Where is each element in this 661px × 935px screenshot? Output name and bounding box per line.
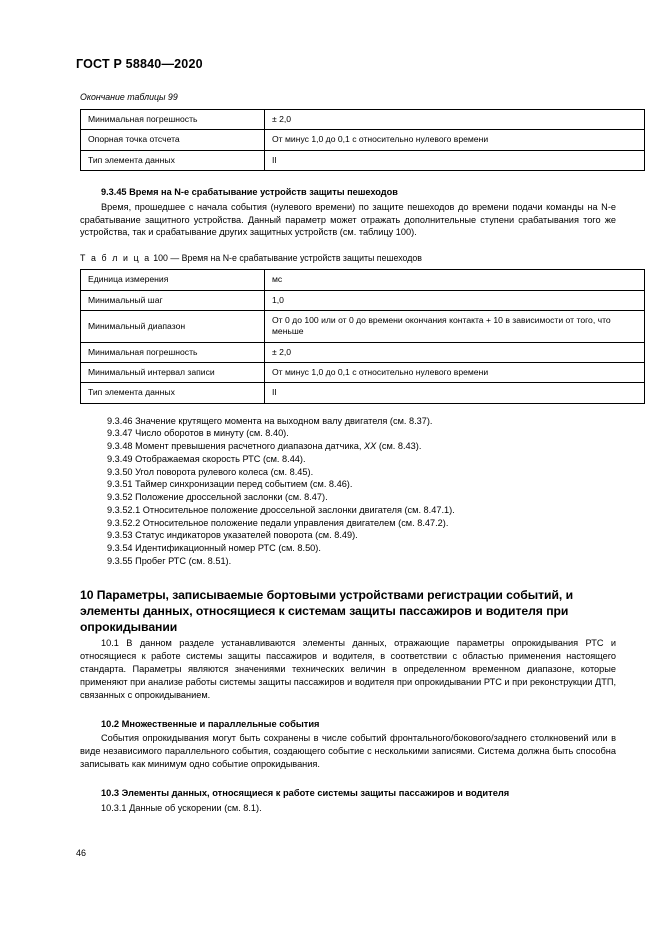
- table-100: [80, 269, 645, 403]
- list-item: 9.3.51 Таймер синхронизации перед событием (см. 8.46).: [107, 479, 353, 490]
- list-item: 9.3.54 Идентификационный номер РТС (см. 8.50).: [107, 542, 321, 553]
- list-item: 9.3.53 Статус индикаторов указателей поворота (см. 8.49).: [107, 530, 358, 541]
- table-row: [81, 150, 645, 170]
- table-cell-value: ± 2,0: [265, 109, 645, 129]
- clause-10-2-heading: 10.2 Множественные и параллельные события: [101, 719, 320, 730]
- list-item: 9.3.46 Значение крутящего момента на выходном валу двигателя (см. 8.37).: [107, 415, 433, 426]
- list-item: 9.3.55 Пробег РТС (см. 8.51).: [107, 555, 232, 566]
- table-cell-value: От минус 1,0 до 0,1 с относительно нулевого времени: [265, 130, 645, 150]
- table-100-caption-number: 100: [153, 253, 168, 264]
- table-cell-label: Тип элемента данных: [81, 383, 265, 403]
- table-100-caption-word: Т а б л и ц а: [80, 253, 151, 264]
- clause-10-2-paragraph: События опрокидывания могут быть сохранены в числе событий фронтального/бокового/заднего столкновений или в виде независимого параллельного события, создающего событие с несколькими записями. Система должна быть способна записывать как минимум одно событие опрокидывания.: [80, 733, 616, 769]
- table-cell-label: Тип элемента данных: [81, 150, 265, 170]
- table-row: [81, 109, 645, 129]
- clause-10-3-heading: 10.3 Элементы данных, относящиеся к работе системы защиты пассажиров и водителя: [101, 787, 510, 798]
- table-cell-label: Минимальная погрешность: [81, 109, 265, 129]
- table-cell-label: Минимальный интервал записи: [81, 362, 265, 382]
- table-cell-label: Минимальная погрешность: [81, 342, 265, 362]
- running-header-standard-id: ГОСТ Р 58840—2020: [76, 57, 203, 71]
- table-row: [81, 270, 645, 290]
- list-item: 9.3.52.1 Относительное положение дроссельной заслонки двигателя (см. 8.47.1).: [107, 504, 455, 515]
- table-cell-value: От минус 1,0 до 0,1 с относительно нулевого времени: [265, 362, 645, 382]
- table-row: [81, 383, 645, 403]
- list-item: 9.3.50 Угол поворота рулевого колеса (см. 8.45).: [107, 466, 314, 477]
- clause-9-3-45-heading: 9.3.45 Время на N-е срабатывание устройств защиты пешеходов: [101, 187, 398, 198]
- table-cell-value: От 0 до 100 или от 0 до времени окончания контакта + 10 в зависимости от того, что меньше: [265, 310, 645, 342]
- table-row: [81, 310, 645, 342]
- table-row: [81, 130, 645, 150]
- section-10-heading: 10 Параметры, записываемые бортовыми устройствами регистрации событий, и элементы данных, относящиеся к системам защиты пассажиров и водителя при опрокидывании: [80, 588, 574, 635]
- table-99-caption: Окончание таблицы 99: [80, 92, 178, 102]
- table-100-caption: [80, 253, 616, 264]
- list-item: 9.3.48 Момент превышения расчетного диапазона датчика, XX (см. 8.43).: [107, 441, 422, 452]
- table-cell-label: Минимальный шаг: [81, 290, 265, 310]
- table-cell-label: Опорная точка отсчета: [81, 130, 265, 150]
- clause-10-1-paragraph: 10.1 В данном разделе устанавливаются элементы данных, отражающие параметры опрокидывания РТС и относящиеся к работе системы защиты пассажиров и водителя, в соответствии с областью применения настоящего стандарта. Параметры являются значениями технических величин в определенном временном диапазоне, которые применяют при анализе работы системы защиты пассажиров и водителя при опрокидывании РТС и при реконструкции ДТП, связанных с опрокидыванием.: [80, 638, 616, 700]
- table-row: [81, 362, 645, 382]
- page-content-column: [80, 92, 616, 814]
- table-cell-value: II: [265, 383, 645, 403]
- table-cell-label: Единица измерения: [81, 270, 265, 290]
- list-item: 9.3.49 Отображаемая скорость РТС (см. 8.44).: [107, 453, 306, 464]
- table-cell-label: Минимальный диапазон: [81, 310, 265, 342]
- table-cell-value: 1,0: [265, 290, 645, 310]
- table-cell-value: мс: [265, 270, 645, 290]
- table-100-caption-title: Время на N-е срабатывание устройств защиты пешеходов: [181, 253, 422, 264]
- list-item: 9.3.52 Положение дроссельной заслонки (см. 8.47).: [107, 492, 328, 503]
- clause-9-3-45-paragraph: Время, прошедшее с начала события (нулевого времени) по защите пешеходов до времени подачи команды на N-е срабатывание защитного устройства. Данный параметр может отражать дополнительные ступени срабатывания того же устройства, так и срабатывание других защитных устройств (см. таблицу 100).: [80, 201, 616, 238]
- page-number: 46: [76, 848, 87, 858]
- table-cell-value: ± 2,0: [265, 342, 645, 362]
- table-row: [81, 342, 645, 362]
- clause-10-3-1-paragraph: 10.3.1 Данные об ускорении (см. 8.1).: [101, 802, 262, 813]
- table-cell-value: II: [265, 150, 645, 170]
- table-99: [80, 109, 645, 171]
- list-item: 9.3.52.2 Относительное положение педали управления двигателем (см. 8.47.2).: [107, 517, 449, 528]
- list-item: 9.3.47 Число оборотов в минуту (см. 8.40).: [107, 428, 289, 439]
- cross-reference-list: [80, 415, 616, 568]
- table-100-caption-dash: —: [170, 253, 180, 264]
- table-row: [81, 290, 645, 310]
